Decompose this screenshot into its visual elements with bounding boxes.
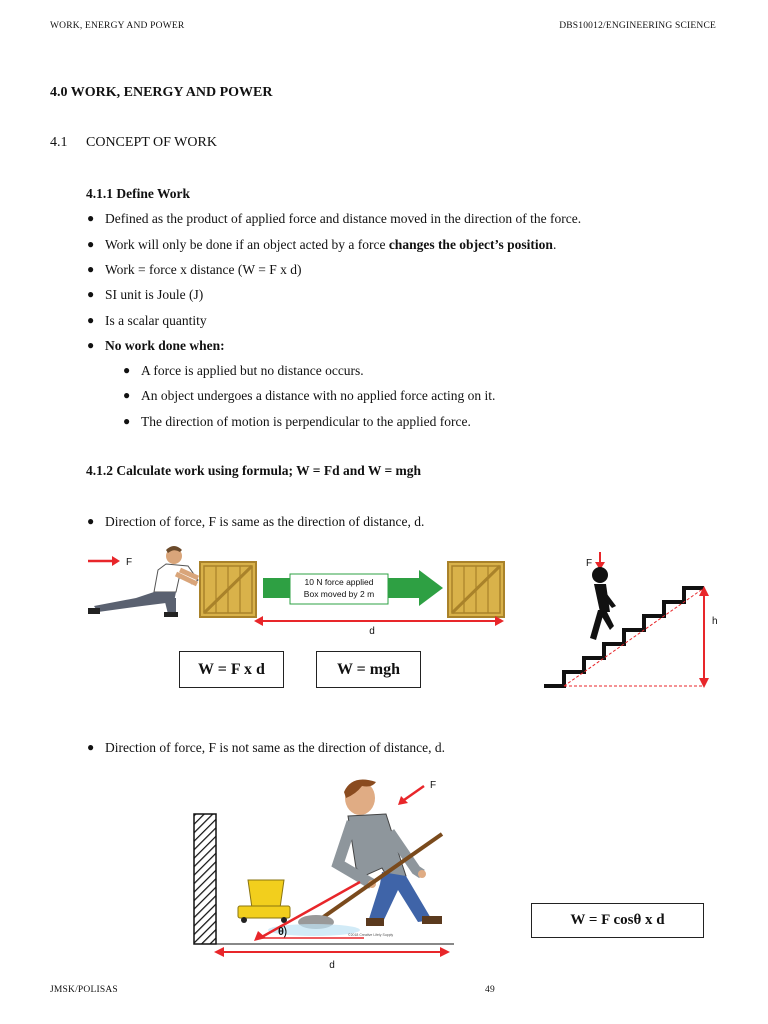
bullet-si-unit: ● SI unit is Joule (J) [87,287,204,302]
running-header-right: DBS10012/ENGINEERING SCIENCE [559,21,716,31]
subbullet-perpendicular: ● The direction of motion is perpendicular to the applied force. [123,414,471,429]
bullet-dot: ● [87,211,95,225]
running-footer-left: JMSK/POLISAS [50,985,118,995]
bullet-dot: ● [87,338,95,352]
section-title: CONCEPT OF WORK [86,135,217,150]
person-pushing-icon [88,546,198,617]
subbullet-no-distance: ● A force is applied but no distance occurs. [123,363,364,378]
arrow-text-line2: Box moved by 2 m [303,589,375,599]
figure-mopping [186,772,466,972]
force-arrow [398,786,424,805]
height-label: h [712,616,718,627]
bullet-dot: ● [123,363,131,377]
formula-cos: W = F cosθ x d [570,912,665,928]
angle-label: θ [278,926,284,938]
bullet-dot: ● [123,414,131,428]
distance-label: d [369,626,375,637]
formula-fd: W = F x d [198,660,265,678]
force-label: F [430,780,437,791]
bullet-work-done: ● Work will only be done if an object acted by a force changes the object’s position. [87,237,557,252]
bullet-dot: ● [87,237,95,251]
bullet-dot: ● [87,287,95,301]
bullet-dot: ● [87,262,95,276]
bullet-dot: ● [87,740,95,754]
slope-line [564,588,704,686]
subsection-heading-define-work: 4.1.1 Define Work [86,186,190,201]
page-number: 49 [485,985,495,995]
height-arrow [699,586,709,688]
section-number: 4.1 [50,135,68,150]
wall [194,814,216,944]
formula-box-mgh [316,651,421,688]
formula-box-fd [179,651,284,688]
bullet-definition: ● Defined as the product of applied force and distance moved in the direction of the force. [87,211,582,226]
running-header-left: WORK, ENERGY AND POWER [50,21,185,31]
subsection-heading-calculate-work: 4.1.2 Calculate work using formula; W = Fd and W = mgh [86,463,422,478]
formula-mgh: W = mgh [336,660,401,678]
distance-arrow [214,947,450,957]
chapter-title: 4.0 WORK, ENERGY AND POWER [50,85,273,100]
force-arrow [88,556,120,566]
distance-label: d [329,960,335,971]
bullet-dot: ● [123,388,131,402]
crate-icon [200,562,256,617]
bold-phrase: changes the object’s position [388,237,553,252]
bullet-dot: ● [87,313,95,327]
image-copyright: ©2018 Creative Lifely Supply [348,933,394,937]
figure-stairs [538,550,728,692]
motion-arrow [263,570,443,606]
bullet-formula: ● Work = force x distance (W = F x d) [87,262,302,277]
bullet-scalar: ● Is a scalar quantity [87,313,207,328]
bullet-dot: ● [87,514,95,528]
man-mopping-icon [338,780,442,926]
bullet-no-work: ● No work done when: [87,338,225,353]
crate-icon [448,562,504,617]
staircase [544,588,704,686]
arrow-text-line1: 10 N force applied [304,577,374,587]
bullet-direction-same: ● Direction of force, F is same as the direction of distance, d. [87,514,425,529]
person-climbing-icon [590,567,616,640]
force-label: F [126,557,133,568]
subbullet-no-force: ● An object undergoes a distance with no applied force acting on it. [123,388,496,403]
bullet-direction-not-same: ● Direction of force, F is not same as the direction of distance, d. [87,740,446,755]
force-label: F [586,558,593,569]
formula-box-cos [531,903,704,938]
bucket-icon [238,880,290,923]
figure-push-crate [80,540,520,640]
